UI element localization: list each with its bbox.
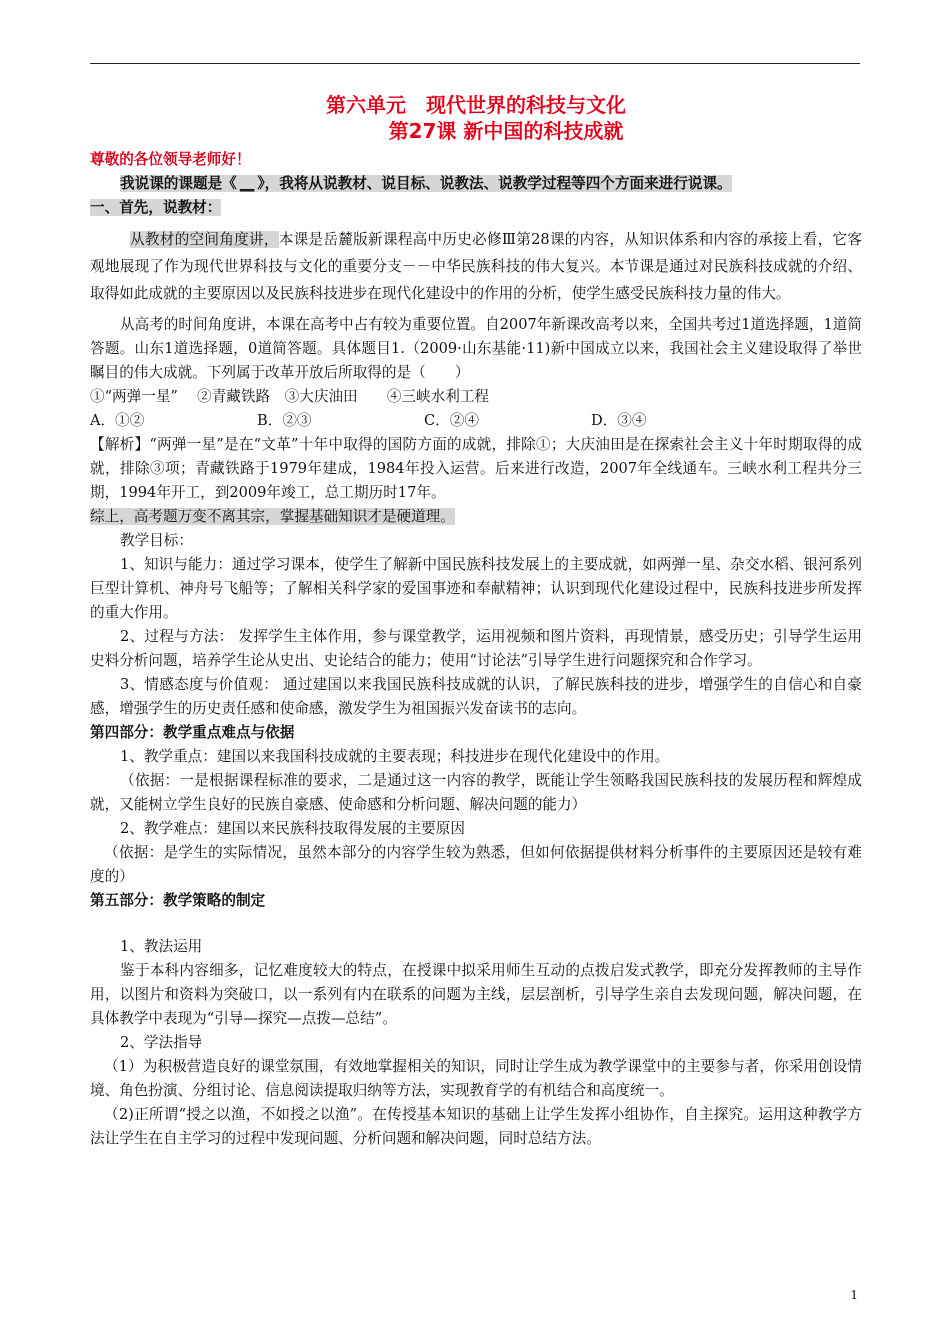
summary-line	[90, 505, 862, 529]
greeting: 尊敬的各位领导老师好！	[90, 151, 251, 168]
key-basis: （依据：一是根据课程标准的要求，二是通过这一内容的教学，既能让学生领略我国民族科技的发展历程和辉煌成就，又能树立学生良好的民族自豪感、使命感和分析问题、解决问题的能力）	[90, 772, 862, 813]
method-heading: 1、教法运用	[120, 938, 203, 955]
document-body	[90, 92, 862, 1151]
option-c: C．②④	[424, 412, 479, 429]
goal-process: 2、过程与方法： 发挥学生主体作用，参与课堂教学，运用视频和图片资料，再现情景，感受历史；引导学生运用史料分析问题，培养学生论从史出、史论结合的能力；使用“讨论法”引导学生进行问题探究和合作学习。	[90, 628, 862, 669]
spacer	[90, 913, 862, 935]
lesson-title: 第27课 新中国的科技成就	[388, 119, 624, 143]
space-angle-paragraph	[90, 226, 862, 307]
intro-paragraph	[90, 172, 862, 196]
section1-heading	[90, 196, 862, 220]
option-b: B．②③	[257, 412, 312, 429]
option-a: A．①②	[90, 412, 145, 429]
method-text: 鉴于本科内容细多，记忆难度较大的特点，在授课中拟采用师生互动的点拨启发式教学，即充分发挥教师的主导作用，以图片和资料为突破口，以一系列有内在联系的问题为主线，层层剖析，引导学生亲自去发现问题，解决问题，在具体教学中表现为“引导—探究—点拨—总结”。	[90, 962, 862, 1027]
goal-attitude: 3、情感态度与价值观： 通过建国以来我国民族科技成就的认识，了解民族科技的进步，增强学生的自信心和自豪感，增强学生的历史责任感和使命感，激发学生为祖国振兴发奋读书的志向。	[90, 676, 862, 717]
space-angle-text: 本课是岳麓版新课程高中历史必修Ⅲ第28课的内容，从知识体系和内容的承接上看，它客观地展现了作为现代世界科技与文化的重要分支－－中华民族科技的伟大复兴。本节课是通过对民族科技成就的介绍、取得如此成就的主要原因以及民族科技进步在现代化建设中的作用的分析，使学生感受民族科技力量的伟大。	[90, 231, 862, 302]
goal-knowledge: 1、知识与能力：通过学习课本，使学生了解新中国民族科技发展上的主要成就，如两弹一星、杂交水稻、银河系列巨型计算机、神舟号飞船等；了解相关科学家的爱国事迹和奉献精神；认识到现代化建设过程中，民族科技进步所发挥的重大作用。	[90, 556, 862, 621]
option-d: D．③④	[591, 412, 647, 429]
space-angle-lead: 从教材的空间角度讲，	[130, 231, 279, 248]
answer-options	[90, 409, 862, 433]
section1-heading-text: 一、首先，说教材：	[90, 199, 222, 216]
guide-item-2: （2)正所谓“授之以渔，不如授之以渔”。在传授基本知识的基础上让学生发挥小组协作，自主探究。运用这种教学方法让学生在自主学习的过程中发现问题、分析问题和解决问题，同时总结方法。	[90, 1106, 862, 1147]
intro-after: 》，我将从说教材、说目标、说教法、说教学过程等四个方面来进行说课。	[257, 175, 732, 192]
guide-item-1: （1）为积极营造良好的课堂氛围，有效地掌握相关的知识，同时让学生成为教学课堂中的主要参与者，你采用创设情境、角色扮演、分组讨论、信息阅读提取归纳等方法，实现教育学的有机结合和高度统一。	[90, 1058, 862, 1099]
difficult-basis: （依据：是学生的实际情况，虽然本部分的内容学生较为熟悉，但如何依据提供材料分析事件的主要原因还是较有难度的）	[90, 844, 862, 885]
analysis-paragraph: 【解析】“两弹一星”是在“文革”十年中取得的国防方面的成就，排除①；大庆油田是在探索社会主义十年时期取得的成就，排除③项；青藏铁路于1979年建成，1984年投入运营。后来进行改造，2007年全线通车。三峡水利工程共分三期，1994年开工，到2009年竣工，总工期历时17年。	[90, 436, 862, 501]
question-items: ①“两弹一星” ②青藏铁路 ③大庆油田 ④三峡水利工程	[90, 388, 490, 405]
unit-title: 第六单元 现代世界的科技与文化	[326, 93, 626, 117]
difficult-point: 2、教学难点：建国以来民族科技取得发展的主要原因	[120, 820, 465, 837]
intro-before: 我说课的课题是《	[120, 175, 237, 192]
time-angle-paragraph: 从高考的时间角度讲，本课在高考中占有较为重要位置。自2007年新课改高考以来，全国共考过1道选择题，1道简答题。山东1道选择题，0道简答题。具体题目1.（2009·山东基能·11)新中国成立以来，我国社会主义建设取得了举世瞩目的伟大成就。下列属于改革开放后所取得的是（ ）	[90, 316, 862, 381]
summary-text: 综上，高考题万变不离其宗，掌握基础知识才是硬道理。	[90, 508, 455, 525]
goals-heading: 教学目标：	[120, 532, 193, 549]
topic-blank: __	[239, 175, 255, 192]
part5-heading: 第五部分：教学策略的制定	[90, 892, 266, 909]
header-rule	[90, 63, 860, 64]
part4-heading: 第四部分：教学重点难点与依据	[90, 724, 295, 741]
key-point: 1、教学重点：建国以来我国科技成就的主要表现；科技进步在现代化建设中的作用。	[120, 748, 670, 765]
page-number: 1	[850, 1288, 858, 1302]
guide-heading: 2、学法指导	[120, 1034, 203, 1051]
